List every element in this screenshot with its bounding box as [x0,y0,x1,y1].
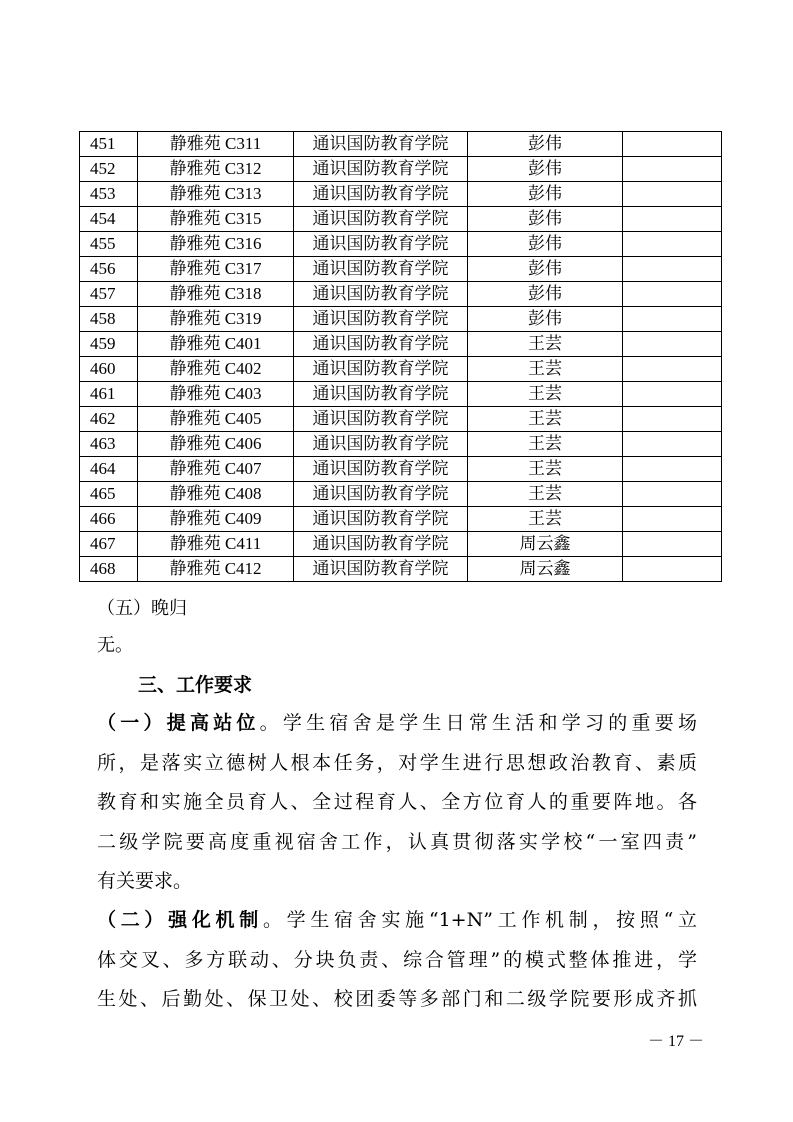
table-row [80,557,722,582]
paragraph-strengthen-mechanism [97,901,697,1020]
paragraph-line: 有关要求。 [97,870,193,892]
row-number-cell: 460 [80,357,138,382]
table-row [80,282,722,307]
table-row [80,332,722,357]
table-row [80,432,722,457]
row-number-cell: 466 [80,507,138,532]
row-number-cell: 453 [80,182,138,207]
remark-cell [623,407,722,432]
table-row [80,357,722,382]
dorm-room-cell: 静雅苑 C408 [138,482,294,507]
table-row [80,232,722,257]
dorm-assignment-table [79,131,722,582]
table-body [80,132,722,582]
remark-cell [623,457,722,482]
row-number-cell: 455 [80,232,138,257]
row-number-cell: 462 [80,407,138,432]
remark-cell [623,257,722,282]
dorm-room-cell: 静雅苑 C401 [138,332,294,357]
remark-cell [623,382,722,407]
remark-cell [623,482,722,507]
counselor-cell: 周云鑫 [468,557,623,582]
counselor-cell: 周云鑫 [468,532,623,557]
counselor-cell: 彭伟 [468,282,623,307]
remark-cell [623,507,722,532]
paragraph-raise-standing [97,704,697,902]
paragraph-line: 体交叉、多方联动、分块负责、综合管理”的模式整体推进，学 [97,948,697,971]
college-cell: 通识国防教育学院 [294,532,468,557]
counselor-cell: 彭伟 [468,257,623,282]
counselor-cell: 王芸 [468,507,623,532]
table-row [80,407,722,432]
dorm-room-cell: 静雅苑 C311 [138,132,294,157]
counselor-cell: 彭伟 [468,307,623,332]
remark-cell [623,132,722,157]
remark-cell [623,432,722,457]
table-row [80,157,722,182]
counselor-cell: 彭伟 [468,207,623,232]
paragraph-lead: （二）强化机制 [97,909,263,931]
paragraph-line: （二）强化机制。学生宿舍实施“1+N”工作机制，按照“立 [97,909,697,931]
college-cell: 通识国防教育学院 [294,182,468,207]
counselor-cell: 彭伟 [468,232,623,257]
table-row [80,257,722,282]
subsection-content: 无。 [97,635,133,656]
row-number-cell: 454 [80,207,138,232]
counselor-cell: 王芸 [468,407,623,432]
college-cell: 通识国防教育学院 [294,357,468,382]
page-number: － 17 － [648,1033,705,1050]
row-number-cell: 458 [80,307,138,332]
dorm-room-cell: 静雅苑 C406 [138,432,294,457]
counselor-cell: 王芸 [468,457,623,482]
remark-cell [623,232,722,257]
dorm-room-cell: 静雅苑 C318 [138,282,294,307]
dorm-room-cell: 静雅苑 C411 [138,532,294,557]
remark-cell [623,332,722,357]
paragraph-line: 教育和实施全员育人、全过程育人、全方位育人的重要阵地。各 [97,791,697,813]
row-number-cell: 457 [80,282,138,307]
counselor-cell: 王芸 [468,482,623,507]
college-cell: 通识国防教育学院 [294,332,468,357]
remark-cell [623,307,722,332]
counselor-cell: 彭伟 [468,182,623,207]
college-cell: 通识国防教育学院 [294,557,468,582]
remark-cell [623,182,722,207]
dorm-room-cell: 静雅苑 C405 [138,407,294,432]
remark-cell [623,357,722,382]
counselor-cell: 王芸 [468,332,623,357]
college-cell: 通识国防教育学院 [294,482,468,507]
college-cell: 通识国防教育学院 [294,457,468,482]
dorm-room-cell: 静雅苑 C317 [138,257,294,282]
table-row [80,457,722,482]
paragraph-line: 二级学院要高度重视宿舍工作，认真贯彻落实学校“一室四责” [97,830,697,853]
college-cell: 通识国防教育学院 [294,432,468,457]
paragraph-line: （一）提高站位。学生宿舍是学生日常生活和学习的重要场 [97,712,697,734]
table-row [80,207,722,232]
dorm-room-cell: 静雅苑 C402 [138,357,294,382]
college-cell: 通识国防教育学院 [294,507,468,532]
college-cell: 通识国防教育学院 [294,232,468,257]
college-cell: 通识国防教育学院 [294,407,468,432]
row-number-cell: 464 [80,457,138,482]
subsection-title: （五）晚归 [97,598,187,619]
counselor-cell: 王芸 [468,382,623,407]
table-row [80,307,722,332]
college-cell: 通识国防教育学院 [294,157,468,182]
table-row [80,182,722,207]
row-number-cell: 463 [80,432,138,457]
college-cell: 通识国防教育学院 [294,257,468,282]
table-row [80,507,722,532]
row-number-cell: 456 [80,257,138,282]
college-cell: 通识国防教育学院 [294,282,468,307]
dorm-room-cell: 静雅苑 C409 [138,507,294,532]
row-number-cell: 461 [80,382,138,407]
section-heading: 三、工作要求 [138,674,253,696]
remark-cell [623,557,722,582]
row-number-cell: 452 [80,157,138,182]
row-number-cell: 451 [80,132,138,157]
college-cell: 通识国防教育学院 [294,382,468,407]
remark-cell [623,207,722,232]
table-row [80,132,722,157]
row-number-cell: 465 [80,482,138,507]
table-row [80,532,722,557]
counselor-cell: 王芸 [468,432,623,457]
row-number-cell: 468 [80,557,138,582]
table-row [80,382,722,407]
paragraph-line: 所，是落实立德树人根本任务，对学生进行思想政治教育、素质 [97,751,697,774]
dorm-room-cell: 静雅苑 C319 [138,307,294,332]
dorm-room-cell: 静雅苑 C313 [138,182,294,207]
table-row [80,482,722,507]
dorm-room-cell: 静雅苑 C403 [138,382,294,407]
row-number-cell: 467 [80,532,138,557]
remark-cell [623,282,722,307]
dorm-room-cell: 静雅苑 C312 [138,157,294,182]
row-number-cell: 459 [80,332,138,357]
college-cell: 通识国防教育学院 [294,207,468,232]
college-cell: 通识国防教育学院 [294,307,468,332]
dorm-room-cell: 静雅苑 C315 [138,207,294,232]
dorm-room-cell: 静雅苑 C407 [138,457,294,482]
remark-cell [623,532,722,557]
paragraph-lead: （一）提高站位 [97,712,260,734]
counselor-cell: 彭伟 [468,157,623,182]
remark-cell [623,157,722,182]
counselor-cell: 彭伟 [468,132,623,157]
dorm-room-cell: 静雅苑 C412 [138,557,294,582]
paragraph-line: 生处、后勤处、保卫处、校团委等多部门和二级学院要形成齐抓 [97,988,697,1010]
dorm-room-cell: 静雅苑 C316 [138,232,294,257]
counselor-cell: 王芸 [468,357,623,382]
college-cell: 通识国防教育学院 [294,132,468,157]
